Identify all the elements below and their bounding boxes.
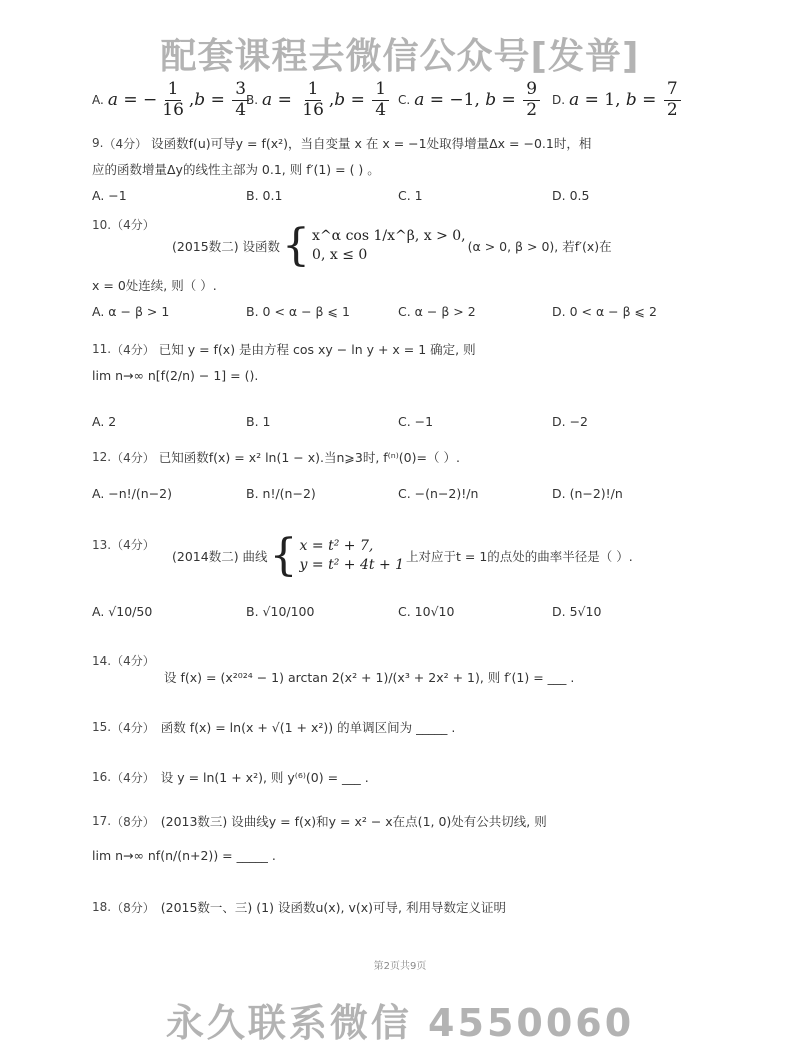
q9-line1: 9. （4分） 设函数f(u)可导y = f(x²)，当自变量 x 在 x = −1处取得增量Δx = −0.1时，相: [92, 136, 592, 151]
q10-option-d: D. 0 < α − β ⩽ 2: [552, 304, 657, 319]
q9-line2: 应的函数增量Δy的线性主部为 0.1, 则 f′(1) = ( ) 。: [92, 162, 380, 177]
q18-line: 18. （8分） (2015数一、三) (1) 设函数u(x), v(x)可导, 利用导数定义证明: [92, 900, 506, 915]
q12-option-c: C. −(n−2)!/n: [398, 486, 479, 501]
q15-line: 15. （4分） 函数 f(x) = ln(x + √(1 + x²)) 的单调区间为 _____ .: [92, 720, 456, 735]
q17-line1: 17. （8分） (2013数三) 设曲线y = f(x)和y = x² − x在点(1, 0)处有公共切线, 则: [92, 814, 547, 829]
q11-line1: 11. （4分） 已知 y = f(x) 是由方程 cos xy − ln y + x = 1 确定, 则: [92, 342, 476, 357]
q9-option-a: A. −1: [92, 188, 127, 203]
q12-option-d: D. (n−2)!/n: [552, 486, 623, 501]
q11-option-a: A. 2: [92, 414, 117, 429]
q10-case1: x^α cos 1/x^β, x > 0,: [312, 228, 466, 245]
q13-option-d: D. 5√10: [552, 604, 602, 619]
q9-option-c: C. 1: [398, 188, 423, 203]
page-footer: 第2页共9页: [373, 961, 427, 972]
q13-case1: x = t² + 7,: [299, 538, 374, 555]
q9-option-b: B. 0.1: [246, 188, 283, 203]
q11-line2: lim n→∞ n[f(2/n) − 1] = ().: [92, 368, 259, 383]
q13-number: 13. （4分）: [92, 537, 155, 552]
q12-line1: 12. （4分） 已知函数f(x) = x² ln(1 − x).当n⩾3时, f⁽ⁿ⁾(0)=（ ）.: [92, 450, 460, 465]
watermark-top: 配套课程去微信公众号[发普]: [160, 36, 640, 77]
q14-statement: 设 f(x) = (x²⁰²⁴ − 1) arctan 2(x² + 1)/(x³ + 2x² + 1), 则 f′(1) = ___ .: [164, 670, 575, 685]
q12-option-b: B. n!/(n−2): [246, 486, 316, 501]
q13-option-c: C. 10√10: [398, 604, 455, 619]
q9-option-d: D. 0.5: [552, 188, 590, 203]
q14-number: 14. （4分）: [92, 653, 155, 668]
q10-option-c: C. α − β > 2: [398, 304, 476, 319]
q13-statement: (2014数二) 曲线 { x = t² + 7, y = t² + 4t + 1 上对应于t = 1的点处的曲率半径是（ ）.: [172, 530, 633, 581]
q16-line: 16. （4分） 设 y = ln(1 + x²), 则 y⁽⁶⁾(0) = ___ .: [92, 770, 369, 785]
q13-case2: y = t² + 4t + 1: [299, 557, 405, 573]
q13-option-b: B. √10/100: [246, 604, 315, 619]
q11-option-c: C. −1: [398, 414, 434, 429]
q10-statement: (2015数二) 设函数 { x^α cos 1/x^β, x > 0, 0, x ≤ 0 (α > 0, β > 0), 若f′(x)在: [172, 220, 612, 271]
q11-option-d: D. −2: [552, 414, 588, 429]
q8-option-b: B. a = $\frac{1}{16}$ , b = $\frac{1}{4}$: [246, 80, 391, 120]
q8-option-a: A. a = − $\frac{1}{16}$ , b = $\frac{3}{4}$: [92, 80, 251, 120]
q10-option-a: A. α − β > 1: [92, 304, 170, 319]
q12-option-a: A. −n!/(n−2): [92, 486, 172, 501]
q10-case2: 0, x ≤ 0: [312, 247, 368, 263]
q11-option-b: B. 1: [246, 414, 271, 429]
q17-line2: lim n→∞ nf(n/(n+2)) = _____ .: [92, 848, 276, 863]
q10-line2: x = 0处连续, 则（ ）.: [92, 278, 217, 293]
q8-option-c: C. a = −1, b = $\frac{9}{2}$: [398, 80, 542, 120]
q10-number: 10. （4分）: [92, 217, 155, 232]
watermark-bottom: 永久联系微信 4550060: [165, 1001, 635, 1045]
q8-option-d: D. a = 1, b = $\frac{7}{2}$: [552, 80, 683, 120]
q13-option-a: A. √10/50: [92, 604, 153, 619]
q10-option-b: B. 0 < α − β ⩽ 1: [246, 304, 350, 319]
